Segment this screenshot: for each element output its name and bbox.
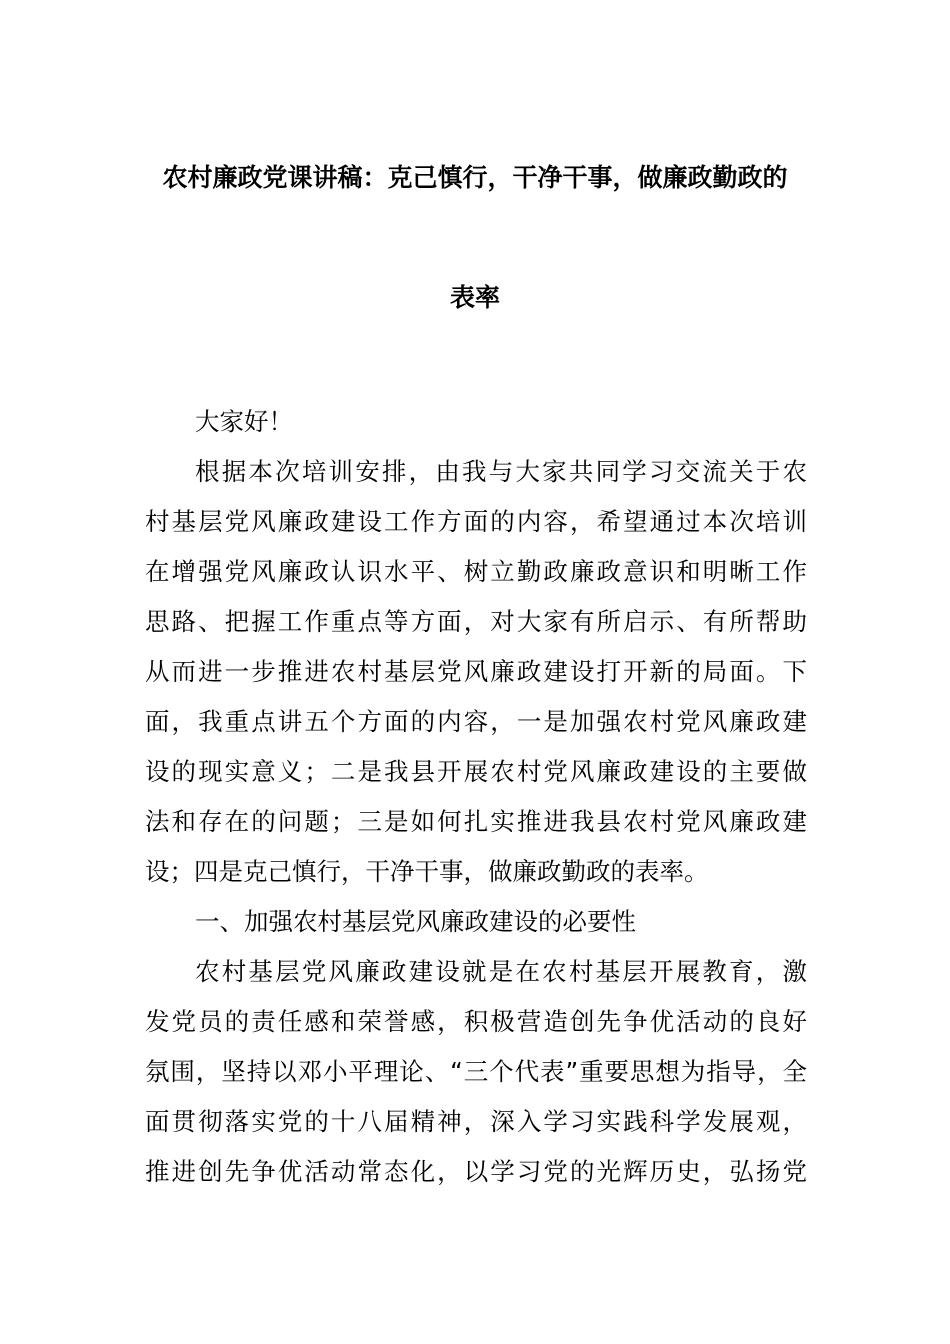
body-text-line: 思路、把握工作重点等方面，对大家有所启示、有所帮助 xyxy=(145,607,807,636)
body-text-line: 发党员的责任感和荣誉感，积极营造创先争优活动的良好 xyxy=(145,1007,807,1036)
body-text-line: 根据本次培训安排，由我与大家共同学习交流关于农 xyxy=(195,457,807,486)
body-text-line: 面贯彻落实党的十八届精神，深入学习实践科学发展观， xyxy=(145,1107,807,1136)
body-text-line: 面，我重点讲五个方面的内容，一是加强农村党风廉政建 xyxy=(145,707,807,736)
body-text-line: 从而进一步推进农村基层党风廉政建设打开新的局面。下 xyxy=(145,657,807,686)
body-text-line: 大家好！ xyxy=(195,407,293,436)
body-text-line: 村基层党风廉政建设工作方面的内容，希望通过本次培训 xyxy=(145,507,807,536)
body-text-line: 设的现实意义；二是我县开展农村党风廉政建设的主要做 xyxy=(145,757,807,786)
body-text-line: 一、加强农村基层党风廉政建设的必要性 xyxy=(195,907,636,936)
body-text-line: 氛围，坚持以邓小平理论、“三个代表”重要思想为指导，全 xyxy=(145,1057,807,1086)
body-text-line: 在增强党风廉政认识水平、树立勤政廉政意识和明晰工作 xyxy=(145,557,807,586)
body-text-line: 法和存在的问题；三是如何扎实推进我县农村党风廉政建 xyxy=(145,807,807,836)
document-title-line-2: 表率 xyxy=(449,283,500,312)
body-text-line: 设；四是克己慎行，干净干事，做廉政勤政的表率。 xyxy=(145,857,709,886)
body-text-line: 农村基层党风廉政建设就是在农村基层开展教育，激 xyxy=(195,957,807,986)
document-title-line-1: 农村廉政党课讲稿：克己慎行，干净干事，做廉政勤政的 xyxy=(162,163,788,192)
body-text-line: 推进创先争优活动常态化，以学习党的光辉历史，弘扬党 xyxy=(145,1157,807,1186)
